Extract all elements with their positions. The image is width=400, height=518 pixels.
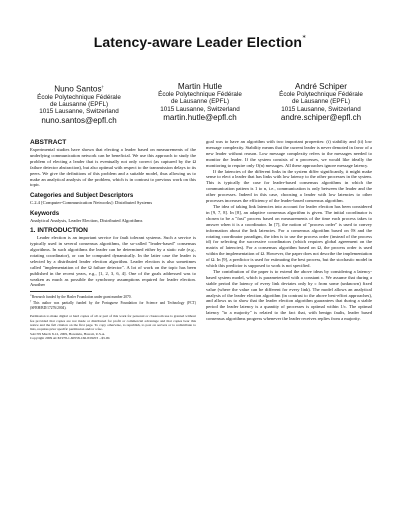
author-email: andre.schiper@epfl.ch bbox=[280, 112, 362, 122]
author-block-2 bbox=[141, 82, 259, 122]
categories-heading: Categories and Subject Descriptors bbox=[30, 192, 134, 200]
abstract-text: Experimental studies have shown that electing a leader based on measurements of the underlying communication network can be beneficial. We use this approach to study the problem of electing a leader that is eventually not only correct (as captured by the Ω failure detector abstraction), but also optimal with respect to the transmission delays to its peers. We give the definitions of this problem and a suitable model, thus allowing us to make an analytical analysis of the problem, which is in contrast to previous work on this topic. bbox=[30, 147, 196, 188]
author-block-1 bbox=[20, 82, 138, 125]
author-block-3 bbox=[262, 82, 380, 122]
author-affiliation: 1015 Lausanne, Switzerland bbox=[160, 105, 240, 113]
author-email: martin.hutle@epfl.ch bbox=[163, 112, 237, 122]
intro-text: Leader election is an important service for fault tolerant systems. Such a service is typically used in several consensus algorithms, the so-called "leader-based" consensus algorithms. In such algorithms the leader can be determined either by a static rule (e.g., rotating coordinator), or can be computed dynamically. In the latter case the leader is selected by a distributed leader election algorithm. Leader election is also sometimes called "implementation of the Ω failure detector". A lot of work on the topic has been published in the recent years, e.g., [1, 2, 3, 6, 4]. One of the goals addressed was to weaken as much as possible the synchrony assumptions required for leader election. Another bbox=[30, 235, 196, 288]
author-affiliation: 1015 Lausanne, Switzerland bbox=[281, 105, 361, 113]
footnote-rule bbox=[30, 291, 92, 292]
body-paragraph: The contribution of the paper is to extend the above ideas by considering a latency-based system model, which is parameterized with a constant c. We assume that during a stable period the latency of every link deviates only by c from some (unknown) fixed value (where the value can be different for every link). The model allows an analytical analysis of the leader election algorithm (in contrast to the above best-effort approaches), and allows us to show that the leader election algorithm guarantees that during a stable period the leader latency is a quantity of processes is optimal within 1/c. The optimal latency "to a majority" is related to the fact that, with benign faults, leader based consensus algorithms progress whenever the leader receives replies from a majority. bbox=[206, 268, 372, 322]
author-affiliation: 1015 Lausanne, Switzerland bbox=[39, 108, 119, 116]
author-affiliation: École Polytechnique Fédérale bbox=[279, 91, 363, 98]
abstract-heading: ABSTRACT bbox=[30, 139, 67, 146]
keywords-heading: Keywords bbox=[30, 210, 60, 218]
author-affiliation: École Polytechnique Fédérale bbox=[158, 91, 242, 98]
author-name: Nuno Santos† bbox=[54, 84, 104, 94]
copyright-notice: Permission to make digital or hard copies of all or part of this work for personal or classroom use is granted without fee provided that copies are not made or distributed for profit or commercial advantage and that copies bear this notice and the full citation on the first page. To copy otherwise, to republish, to post on servers or to redistribute to lists, requires prior specific permission and/or a fee. bbox=[30, 314, 196, 332]
author-email: nuno.santos@epfl.ch bbox=[41, 115, 117, 125]
author-name: Martin Hutle bbox=[177, 82, 223, 91]
author-affiliation: École Polytechnique Fédérale bbox=[37, 93, 121, 101]
footnote: †This author was partially funded by the Portuguese Foundation for Science and Technology (FCT) (SFRH/BD/17276/2004). bbox=[30, 300, 196, 310]
right-column bbox=[206, 139, 372, 322]
author-affiliation: de Lausanne (EPFL) bbox=[170, 98, 230, 106]
venue-line: SAC'09 March 8-12, 2009, Honolulu, Hawaii, U.S.A. bbox=[30, 331, 106, 336]
author-affiliation: de Lausanne (EPFL) bbox=[291, 98, 351, 106]
title-footnote-mark: ∗ bbox=[302, 34, 307, 40]
author-affiliation: de Lausanne (EPFL) bbox=[49, 101, 109, 109]
left-column bbox=[30, 139, 196, 341]
copyright-line: Copyright 2009 ACM 978-1-60558-166-8/09/03 ...$5.00. bbox=[30, 336, 111, 341]
body-paragraph: If the latencies of the different links in the system differ significantly, it might make sense to elect a leader that has links with low latency to the other processes in the system. This is typically the case for leader-based consensus algorithms in which the communication pattern is 1 to n, i.e., communication is only between the leader and the other processes. Indeed in this case, choosing a leader with low latencies to other processes increases the efficiency of the leader-based consensus algorithm. bbox=[206, 168, 372, 204]
keywords-text: Analytical Analysis, Leader Election, Distributed Algorithms bbox=[30, 218, 143, 224]
categories-text: C.2.4 [Computer-Communication Networks]: Distributed Systems bbox=[30, 200, 153, 206]
body-paragraph: The idea of taking link latencies into account for leader election has been considered in [9, 7, 8]. In [8], an adaptive consensus algorithm is given. The initial coordinator is chosen to be a "fast" process based on measurements of the time each process takes to answer when it is a coordinator. In [7], the notion of "process order" is used to convey information about the link latencies. For a consensus algorithm based on ◊S and the rotating coordinator paradigm, the idea is to use the process order (instead of the process id) for selecting the successive coordinators (which requires global agreement on the matrix of latencies). For a consensus algorithm based on Ω, the process order is used within the implementation of Ω. However, the paper does not describe the implementation of Ω. In [9], a predictor is used for estimating the best process, but the stochastic model in which this predictor is supposed to work is not specified. bbox=[206, 203, 373, 269]
body-paragraph: goal was to have an algorithm with two important properties: (i) stability and (ii) low message complexity. Stability means that the current leader is never demoted in favor of a new leader without reason. Low message complexity refers to the messages needed to monitor the leader. If the system consists of n processes, we would like ideally the monitoring to require only O(n) messages. All these approaches ignore message latency. bbox=[206, 139, 372, 168]
author-name: André Schiper bbox=[295, 82, 347, 91]
section-heading: 1. INTRODUCTION bbox=[30, 227, 88, 235]
footnote: ∗Research funded by the Hasler Foundation under grant number 2070. bbox=[30, 294, 132, 300]
paper-title: Latency-aware Leader Election∗ bbox=[93, 34, 307, 50]
